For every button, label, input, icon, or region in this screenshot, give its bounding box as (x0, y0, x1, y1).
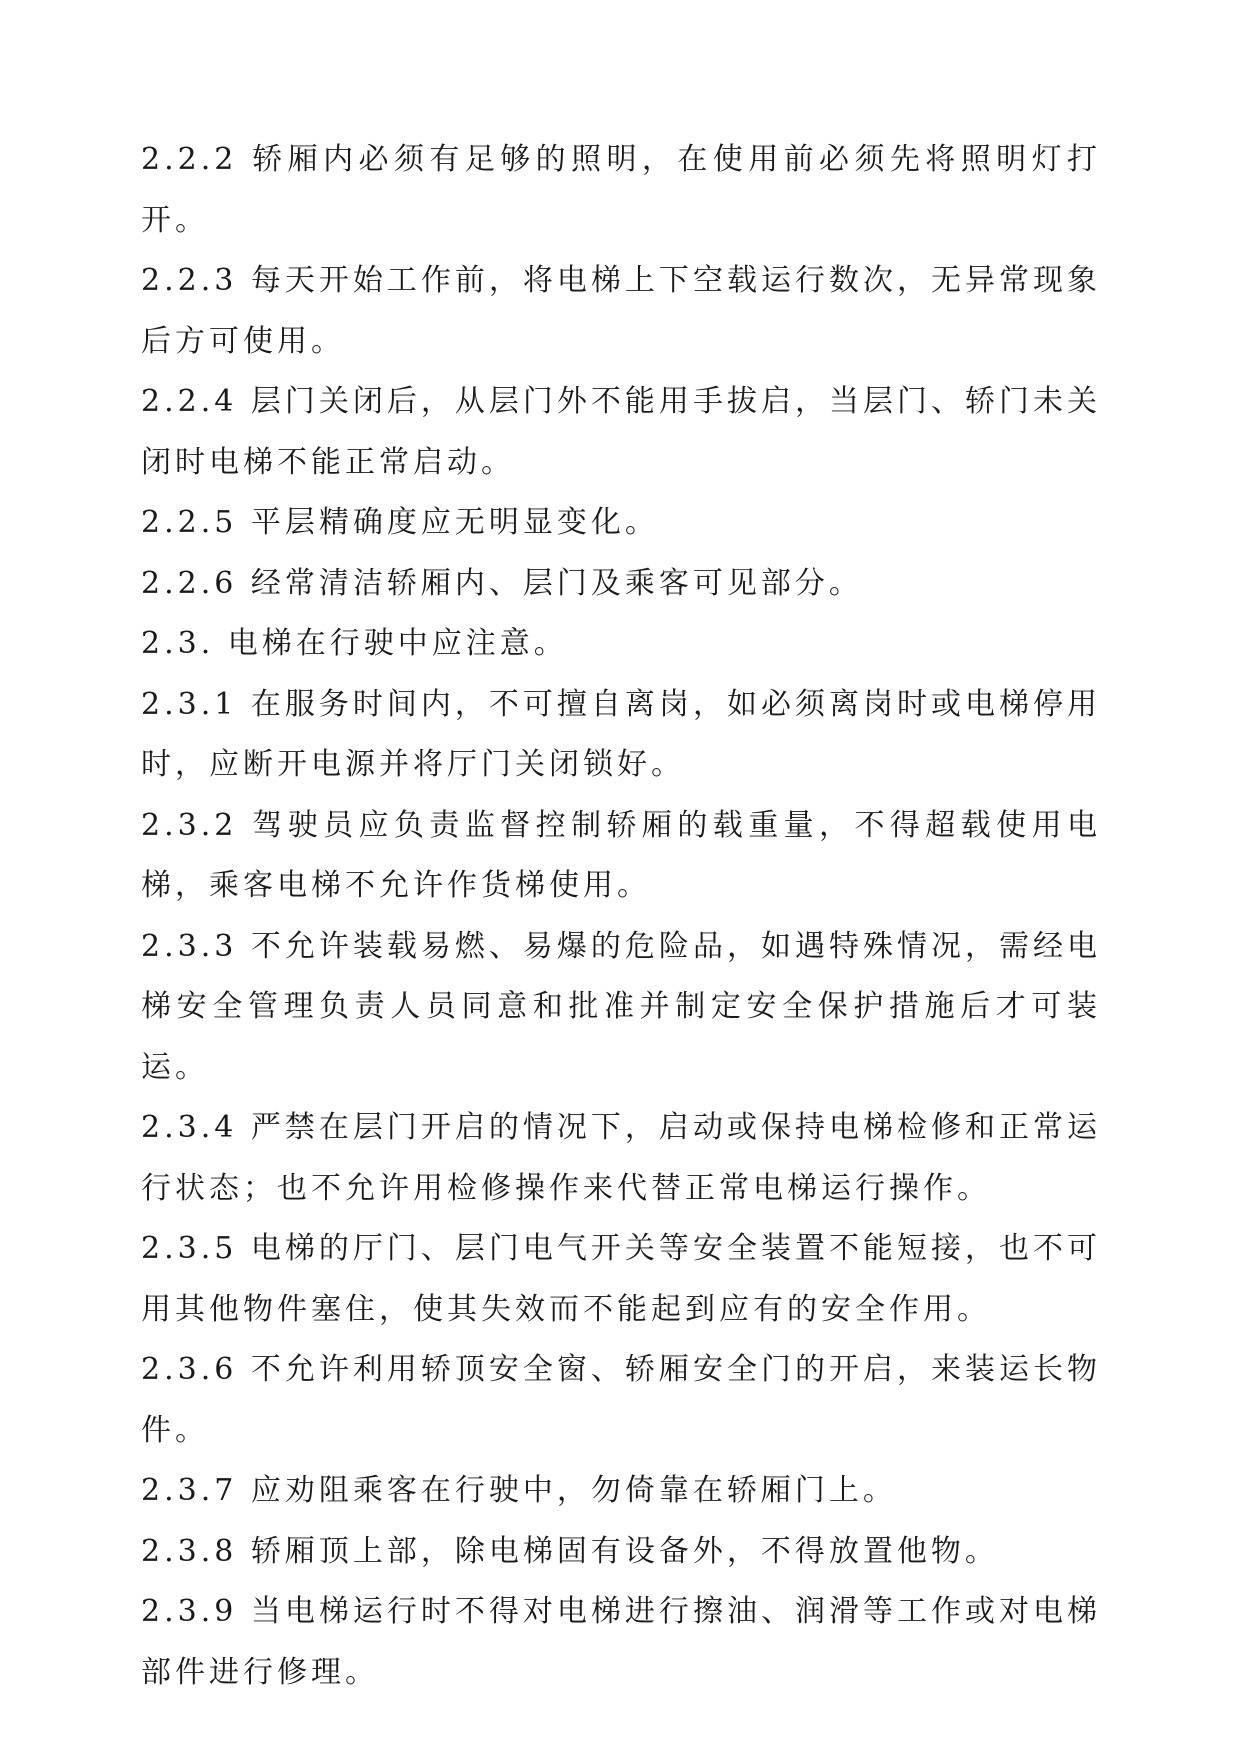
paragraph-2-3-1: 2.3.1 在服务时间内，不可擅自离岗，如必须离岗时或电梯停用时，应断开电源并将厅门关闭锁好。 (141, 686, 1101, 782)
paragraph-2-2-2: 2.2.2 轿厢内必须有足够的照明，在使用前必须先将照明灯打开。 (141, 142, 1101, 238)
paragraph-2-3-8: 2.3.8 轿厢顶上部，除电梯固有设备外，不得放置他物。 (141, 1533, 999, 1569)
document-body (141, 130, 1101, 1703)
paragraph-2-3-3: 2.3.3 不允许装载易燃、易爆的危险品，如遇特殊情况，需经电梯安全管理负责人员同意和批准并制定安全保护措施后才可装运。 (141, 928, 1101, 1085)
section-heading-2-3: 2.3. 电梯在行驶中应注意。 (141, 626, 568, 661)
paragraph-2-2-6: 2.2.6 经常清洁轿厢内、层门及乘客可见部分。 (141, 565, 863, 601)
paragraph-2-3-6: 2.3.6 不允许利用轿顶安全窗、轿厢安全门的开启，来装运长物件。 (141, 1352, 1101, 1448)
paragraph-2-3-2: 2.3.2 驾驶员应负责监督控制轿厢的载重量，不得超载使用电梯，乘客电梯不允许作货梯使用。 (141, 807, 1101, 903)
paragraph-2-3-5: 2.3.5 电梯的厅门、层门电气开关等安全装置不能短接，也不可用其他物件塞住，使其失效而不能起到应有的安全作用。 (141, 1231, 1101, 1327)
paragraph-2-2-3: 2.2.3 每天开始工作前，将电梯上下空载运行数次，无异常现象后方可使用。 (141, 263, 1101, 359)
paragraph-2-2-4: 2.2.4 层门关闭后，从层门外不能用手拔启，当层门、轿门未关闭时电梯不能正常启动。 (141, 384, 1101, 480)
paragraph-2-3-7: 2.3.7 应劝阻乘客在行驶中，勿倚靠在轿厢门上。 (141, 1473, 897, 1508)
paragraph-2-3-4: 2.3.4 严禁在层门开启的情况下，启动或保持电梯检修和正常运行状态；也不允许用检修操作来代替正常电梯运行操作。 (141, 1110, 1101, 1206)
paragraph-2-2-5: 2.2.5 平层精确度应无明显变化。 (141, 505, 659, 540)
paragraph-2-3-9: 2.3.9 当电梯运行时不得对电梯进行擦油、润滑等工作或对电梯部件进行修理。 (141, 1594, 1101, 1690)
